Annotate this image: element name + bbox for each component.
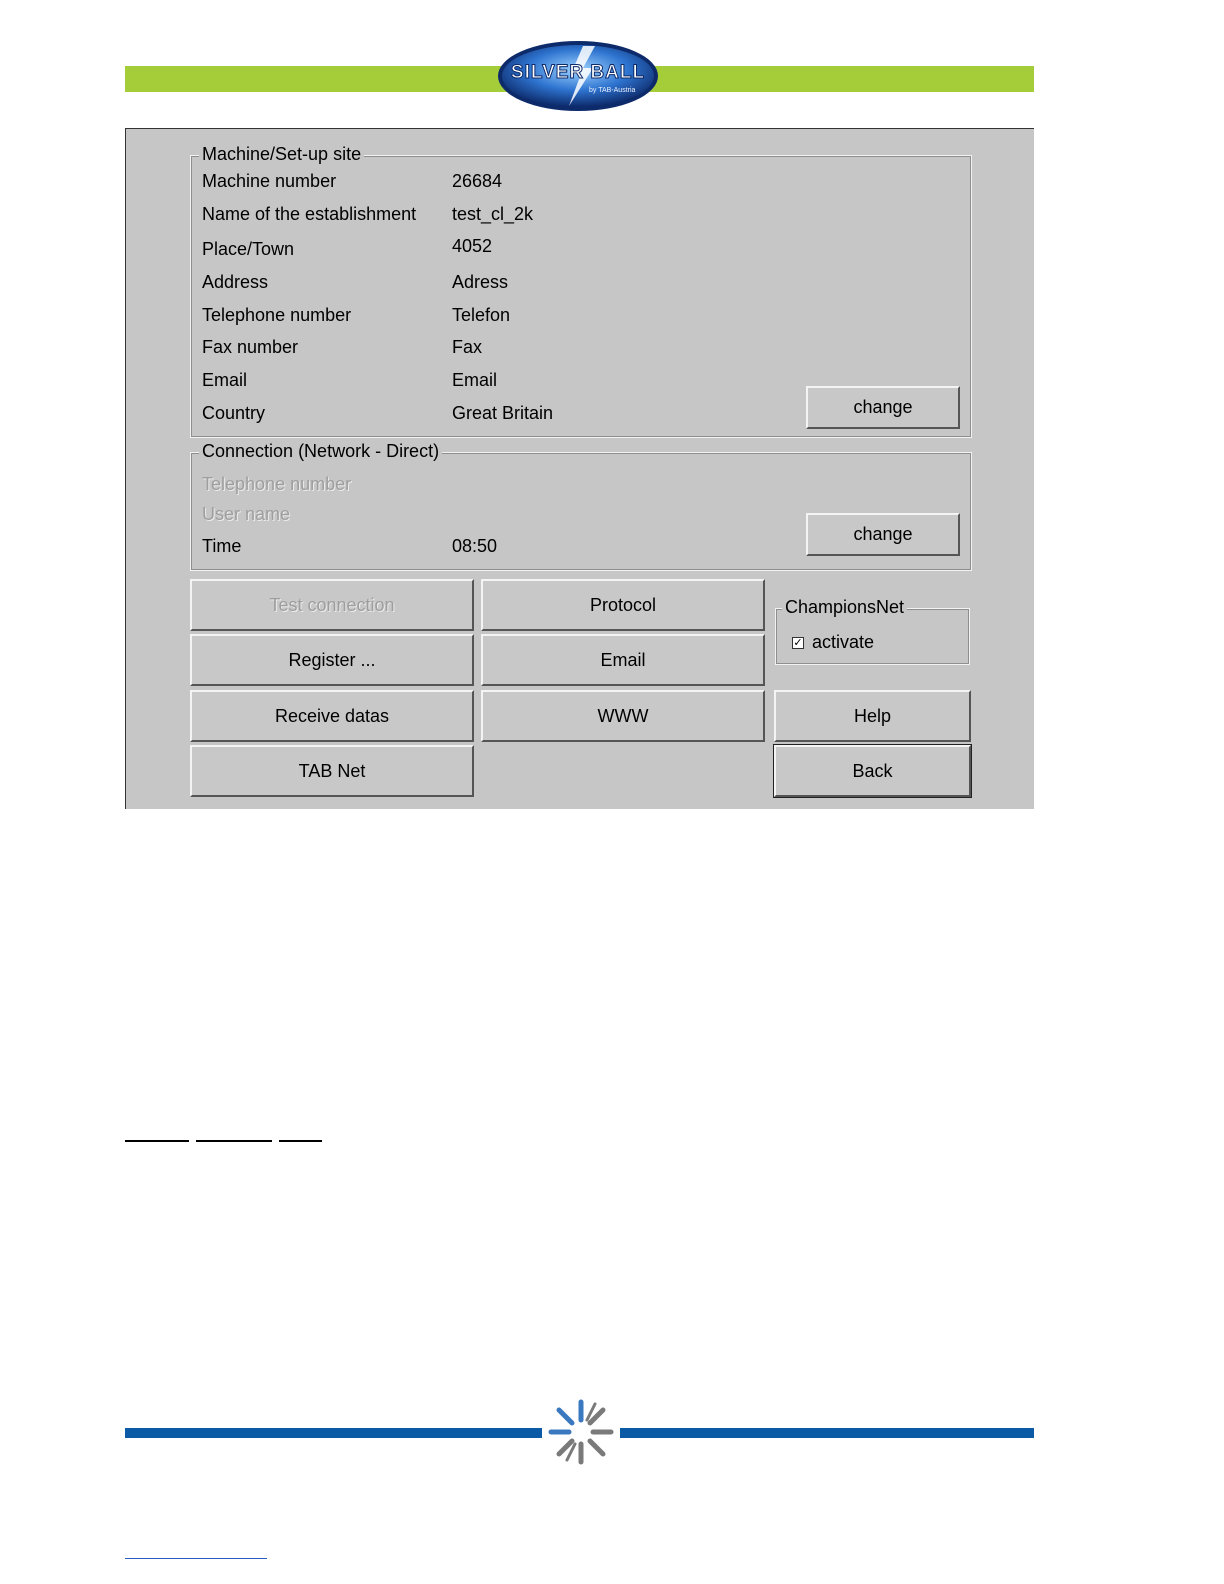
email-button[interactable]: Email	[481, 634, 765, 686]
activate-checkbox[interactable]	[792, 637, 804, 649]
activate-label[interactable]: activate	[812, 632, 875, 652]
machine-change-button[interactable]: change	[806, 386, 960, 429]
silverball-logo	[497, 40, 659, 112]
establishment-name-value: test_cl_2k	[452, 204, 534, 224]
checkmark-icon: ✓	[793, 636, 803, 649]
connection-legend: Connection (Network - Direct)	[199, 441, 442, 462]
machine-number-value: 26684	[452, 171, 503, 191]
document-rule-1	[125, 1140, 189, 1142]
settings-screen	[125, 128, 1034, 809]
protocol-button[interactable]: Protocol	[481, 579, 765, 631]
logo-text: SILVER BALL	[510, 62, 646, 83]
test-connection-button[interactable]: Test connection	[190, 579, 474, 631]
telephone-value: Telefon	[452, 305, 511, 325]
connection-time-value: 08:50	[452, 536, 498, 556]
telephone-label: Telephone number	[202, 305, 352, 325]
tab-net-button[interactable]: TAB Net	[190, 745, 474, 797]
champions-net-legend: ChampionsNet	[782, 597, 907, 618]
country-label: Country	[202, 403, 266, 423]
place-town-value: 4052	[452, 236, 493, 256]
email-label: Email	[202, 370, 248, 390]
connection-telephone-label: Telephone number	[202, 474, 352, 494]
footer-link-rule	[125, 1558, 267, 1559]
help-button[interactable]: Help	[774, 690, 971, 742]
fax-value: Fax	[452, 337, 483, 357]
www-button[interactable]: WWW	[481, 690, 765, 742]
logo-subtitle: by TAB-Austria	[589, 87, 636, 94]
document-rule-3	[279, 1140, 322, 1142]
connection-change-button[interactable]: change	[806, 513, 960, 556]
address-value: Adress	[452, 272, 509, 292]
establishment-name-label: Name of the establishment	[202, 204, 417, 224]
tab-austria-star-icon	[547, 1398, 615, 1466]
machine-number-label: Machine number	[202, 171, 337, 191]
connection-time-label: Time	[202, 536, 242, 556]
connection-user-label: User name	[202, 504, 291, 524]
machine-setup-legend: Machine/Set-up site	[199, 144, 364, 165]
footer-line-right	[620, 1428, 1034, 1438]
address-label: Address	[202, 272, 269, 292]
footer-line-left	[125, 1428, 542, 1438]
fax-label: Fax number	[202, 337, 299, 357]
back-button[interactable]: Back	[774, 745, 971, 797]
email-value: Email	[452, 370, 498, 390]
register-button[interactable]: Register ...	[190, 634, 474, 686]
place-town-label: Place/Town	[202, 239, 295, 259]
document-rule-2	[196, 1140, 272, 1142]
country-value: Great Britain	[452, 403, 554, 423]
receive-datas-button[interactable]: Receive datas	[190, 690, 474, 742]
